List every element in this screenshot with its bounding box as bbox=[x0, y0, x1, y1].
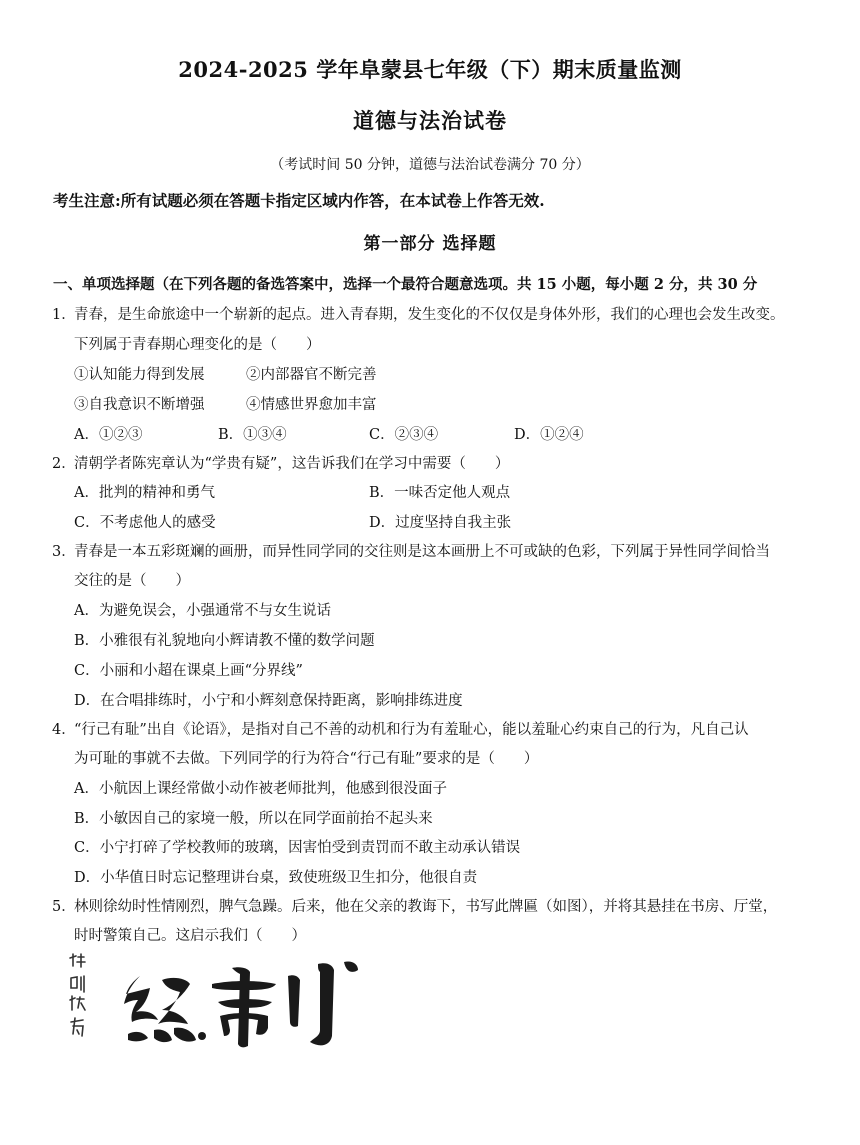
option-d[interactable]: D．在合唱排练时，小宁和小辉刻意保持距离，影响排练进度 bbox=[74, 693, 463, 709]
question-number: 4． bbox=[52, 722, 76, 738]
option-d[interactable]: D．小华值日时忘记整理讲台桌，致使班级卫生扣分，他很自责 bbox=[74, 870, 478, 886]
question-number: 3． bbox=[52, 544, 76, 560]
option-b[interactable]: B．小敏因自己的家境一般，所以在同学面前抬不起头来 bbox=[74, 811, 433, 827]
question-stem: 交往的是（ ） bbox=[74, 573, 190, 589]
option-a[interactable]: A．①②③ bbox=[74, 427, 143, 443]
question-stem: 清朝学者陈宪章认为“学贵有疑”，这告诉我们在学习中需要（ ） bbox=[74, 456, 510, 472]
option-c[interactable]: C．②③④ bbox=[369, 427, 439, 443]
option-b[interactable]: B．小雅很有礼貌地向小辉请教不懂的数学问题 bbox=[74, 633, 375, 649]
question-stem: “行己有耻”出自《论语》，是指对自己不善的动机和行为有羞耻心，能以羞耻心约束自己的行为，凡自己认 bbox=[74, 722, 749, 738]
signature-seal bbox=[70, 954, 85, 1036]
calligraphy-character-right bbox=[212, 961, 358, 1047]
option-a[interactable]: A．为避免误会，小强通常不与女生说话 bbox=[74, 603, 331, 619]
question-number: 2． bbox=[52, 456, 76, 472]
option-a[interactable]: A．小航因上课经常做小动作被老师批判，他感到很没面子 bbox=[74, 781, 447, 797]
question-item: ④情感世界愈加丰富 bbox=[246, 397, 377, 413]
option-d[interactable]: D．①②④ bbox=[514, 427, 584, 443]
exam-info: （考试时间 50 分钟，道德与法治试卷满分 70 分） bbox=[270, 157, 590, 173]
question-stem: 林则徐幼时性情刚烈，脾气急躁。后来，他在父亲的教诲下，书写此牌匾（如图），并将其悬挂在书房、厅堂， bbox=[74, 899, 778, 915]
option-b[interactable]: B．①③④ bbox=[218, 427, 287, 443]
question-stem: 为可耻的事就不去做。下列同学的行为符合“行己有耻”要求的是（ ） bbox=[74, 751, 539, 767]
candidate-notice bbox=[53, 189, 545, 211]
section-heading: 一、单项选择题（在下列各题的备选答案中，选择一个最符合题意选项。共 15 小题，每小题 2 分，共 30 分 bbox=[53, 276, 758, 293]
part-title: 第一部分 选择题 bbox=[363, 234, 497, 254]
question-stem: 青春是一本五彩斑斓的画册，而异性同学同的交往则是这本画册上不可或缺的色彩，下列属于异性同学间恰当 bbox=[74, 544, 770, 560]
question-stem: 下列属于青春期心理变化的是（ ） bbox=[74, 337, 321, 353]
question-number: 1． bbox=[52, 307, 76, 323]
notice-text: 所有试题必须在答题卡指定区域内作答，在本试卷上作答无效. bbox=[120, 191, 545, 210]
option-c[interactable]: C．不考虑他人的感受 bbox=[74, 515, 216, 531]
calligraphy-plaque-image bbox=[62, 950, 372, 1050]
question-stem: 时时警策自己。这启示我们（ ） bbox=[74, 928, 306, 944]
option-b[interactable]: B．一味否定他人观点 bbox=[369, 485, 511, 501]
option-a[interactable]: A．批判的精神和勇气 bbox=[74, 485, 215, 501]
notice-label: 考生注意: bbox=[53, 191, 121, 210]
exam-title: 2024-2025 学年阜蒙县七年级（下）期末质量监测 bbox=[178, 57, 682, 82]
question-item: ①认知能力得到发展 bbox=[74, 367, 205, 383]
option-d[interactable]: D．过度坚持自我主张 bbox=[369, 515, 512, 531]
calligraphy-character-left bbox=[124, 976, 206, 1042]
question-stem: 青春，是生命旅途中一个崭新的起点。进入青春期，发生变化的不仅仅是身体外形，我们的心理也会发生改变。 bbox=[74, 307, 785, 323]
option-c[interactable]: C．小宁打碎了学校教师的玻璃，因害怕受到责罚而不敢主动承认错误 bbox=[74, 840, 521, 856]
option-c[interactable]: C．小丽和小超在课桌上画“分界线” bbox=[74, 663, 303, 679]
question-item: ③自我意识不断增强 bbox=[74, 397, 205, 413]
exam-subject: 道德与法治试卷 bbox=[353, 108, 507, 133]
question-item: ②内部器官不断完善 bbox=[246, 367, 377, 383]
question-number: 5． bbox=[52, 899, 76, 915]
